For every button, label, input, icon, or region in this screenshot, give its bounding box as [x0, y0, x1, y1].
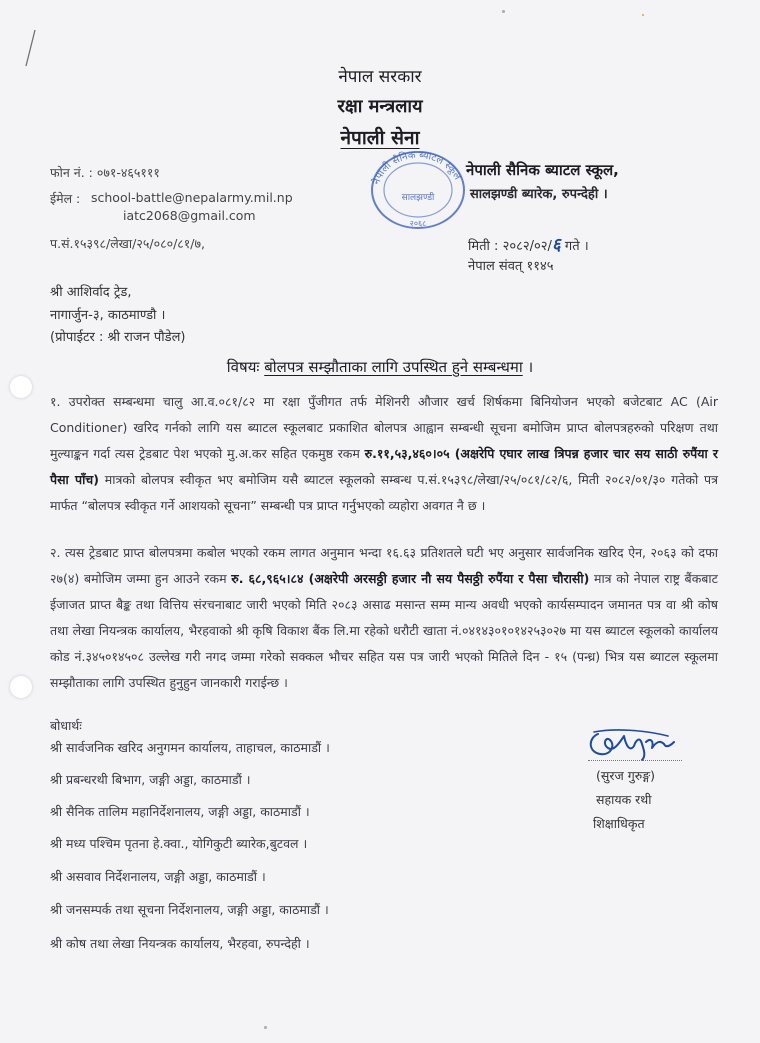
para1-text-a: १. उपरोक्त सम्बन्धमा चालु आ.व.०८१/८२ मा रक्षा पुँजीगत तर्फ मेशिनरी औजार खर्च शिर्षकमा बिनियोजन भएको बजेटबाट AC (Air Conditioner) खरिद गर्नको लागि यस ब्याटल स्कूलबाट प्रकाशित बोलपत्र आह्वान सम्बन्धी सूचना बमोजिम प्राप्त बोलपत्रहरुको परिक्षण तथा मुल्याङ्कन गर्दा त्यस ट्रेडबाट पेश भएको मु.अ.कर सहित एकमुष्ठ रकम [50, 394, 718, 461]
cc-item: श्री कोष तथा लेखा नियन्त्रक कार्यालय, भैरहवा, रुपन्देही । [50, 936, 310, 951]
official-stamp [362, 140, 474, 232]
stamp-place: सालझण्डी [401, 193, 435, 203]
header-government: नेपाल सरकार [338, 67, 422, 87]
punch-hole-bottom [10, 676, 32, 698]
email-label: ईमेल : [50, 191, 81, 206]
cc-heading: बोधार्थः [50, 718, 82, 733]
email-primary: school-battle@nepalarmy.mil.np [91, 190, 293, 205]
pen-mark [20, 28, 40, 68]
signature-line [588, 760, 682, 761]
cc-item: श्री जनसम्पर्क तथा सूचना निर्देशनालय, जङ्गी अड्डा, काठमाडौं । [50, 902, 329, 917]
subject-line: विषयः बोलपत्र सम्झौताका लागि उपस्थित हुने सम्बन्धमा । [226, 358, 534, 376]
cc-item: श्री प्रबन्धरथी बिभाग, जङ्गी अड्डा, काठमाडौं । [50, 772, 251, 787]
recipient-name: श्री आशिर्वाद ट्रेड, [50, 285, 132, 300]
paragraph-1 [50, 389, 718, 519]
cc-item: श्री सैनिक तालिम महानिर्देशनालय, जङ्गी अड्डा, काठमाडौं । [50, 804, 310, 819]
date-prefix: मिती : २०८२/०२/ [468, 239, 552, 254]
email-secondary: iatc2068@gmail.com [123, 208, 256, 223]
stamp-year: २०६८ [409, 219, 427, 228]
cc-item: श्री असवाव निर्देशनालय, जङ्गी अड्डा, काठमाडौं । [50, 869, 266, 884]
paragraph-2 [50, 540, 718, 696]
date-suffix: गते । [564, 239, 589, 254]
school-name: नेपाली सैनिक ब्याटल स्कूल, [466, 161, 619, 179]
stamp-text: नेपाली सैनिक ब्याटल स्कूल [371, 149, 463, 187]
school-address: सालझण्डी ब्यारेक, रुपन्देही । [470, 187, 608, 202]
paper-speck [502, 10, 505, 13]
handwritten-signature [584, 722, 680, 764]
punch-hole-top [10, 376, 32, 398]
signatory-post: शिक्षाधिकृत [593, 816, 645, 831]
para1-text-b: मात्रको बोलपत्र स्वीकृत भए बमोजिम यसै ब्याटल स्कूलको सम्बन्ध प.सं.१५३९८/लेखा/२५/०८१/८२/६, मिती २०८२/०१/३० गतेको पत्र मार्फत “बोलपत्र स्वीकृत गर्ने आशयको सूचना” सम्बन्धी पत्र प्राप्त गर्नुभएको व्यहोरा अवगत नै छ । [50, 472, 718, 513]
signatory-rank: सहायक रथी [596, 792, 652, 807]
cc-item: श्री मध्य पश्चिम पृतना हे.क्वा., योगिकुटी ब्यारेक,बुटवल । [50, 836, 308, 851]
para1-amount: रु.११,५३,४६०।०५ (अक्षरेपि एघार लाख त्रिपन्न हजार चार सय साठी रुपैंया र पैसा पाँच) [50, 446, 719, 487]
subject-text: बोलपत्र सम्झौताका लागि उपस्थित हुने सम्बन्धमा [264, 358, 523, 376]
reference-number: प.सं.१५३९८/लेखा/२५/०८०/८१/७, [50, 236, 205, 251]
recipient-proprietor: (प्रोपाईटर : श्री राजन पौडेल) [50, 330, 186, 345]
phone-number: फोन नं. : ०७१-४६५१११ [50, 165, 160, 180]
svg-text:नेपाली सैनिक ब्याटल स्कूल [370, 150, 463, 186]
letter-date [468, 232, 589, 255]
pen-speck [642, 14, 644, 16]
paper-speck [264, 1026, 267, 1029]
nepal-sambat: नेपाल संवत् ११४५ [468, 259, 554, 274]
subject-prefix: विषयः [226, 358, 260, 376]
header-army: नेपाली सेना [340, 127, 420, 149]
handwritten-day: ६ [551, 235, 561, 255]
header-ministry: रक्षा मन्त्रलाय [337, 96, 423, 117]
cc-item: श्री सार्वजनिक खरिद अनुगमन कार्यालय, ताहाचल, काठमाडौं । [50, 740, 330, 755]
signatory-name: (सुरज गुरुङ्ग) [596, 768, 655, 783]
para2-amount: रु. ६८,९६५।८४ (अक्षरेपी अरसठ्ठी हजार नौ सय पैसठ्ठी रुपैंया र पैसा चौरासी) [231, 571, 590, 586]
para2-text-b: मात्र को नेपाल राष्ट्र बैंकबाट ईजाजत प्राप्त बैङ्क तथा वित्तिय संरचनाबाट जारी भएको मिति २०८३ असाढ मसान्त सम्म मान्य अवधी भएको कार्यसम्पादन जमानत पत्र वा श्री कोष तथा लेखा नियन्त्रक कार्यालय, भैरहवाको श्री कृषि विकाश बैंक लि.मा रहेको धरौटी खाता नं.०४१४३०१०१४२५३०२७ मा यस ब्याटल स्कूलको कार्यालय कोड नं.३४५०१४५०८ उल्लेख गरी नगद जम्मा गरेको सक्कल भौचर सहित यस पत्र जारी भएको मितिले दिन - १५ (पन्ध्र) भित्र यस ब्याटल स्कूलमा सम्झौताका लागि उपस्थित हुनुहुन जानकारी गराईन्छ । [50, 571, 718, 690]
recipient-address: नागार्जुन-३, काठमाण्डौ । [50, 308, 166, 323]
para2-text-a: २. त्यस ट्रेडबाट प्राप्त बोलपत्रमा कबोल भएको रकम लागत अनुमान भन्दा १६.६३ प्रतिशतले घटी भए अनुसार सार्वजनिक खरिद ऐन, २०६३ को दफा २७(४) बमोजिम जम्मा हुन आउने रकम [50, 545, 718, 586]
